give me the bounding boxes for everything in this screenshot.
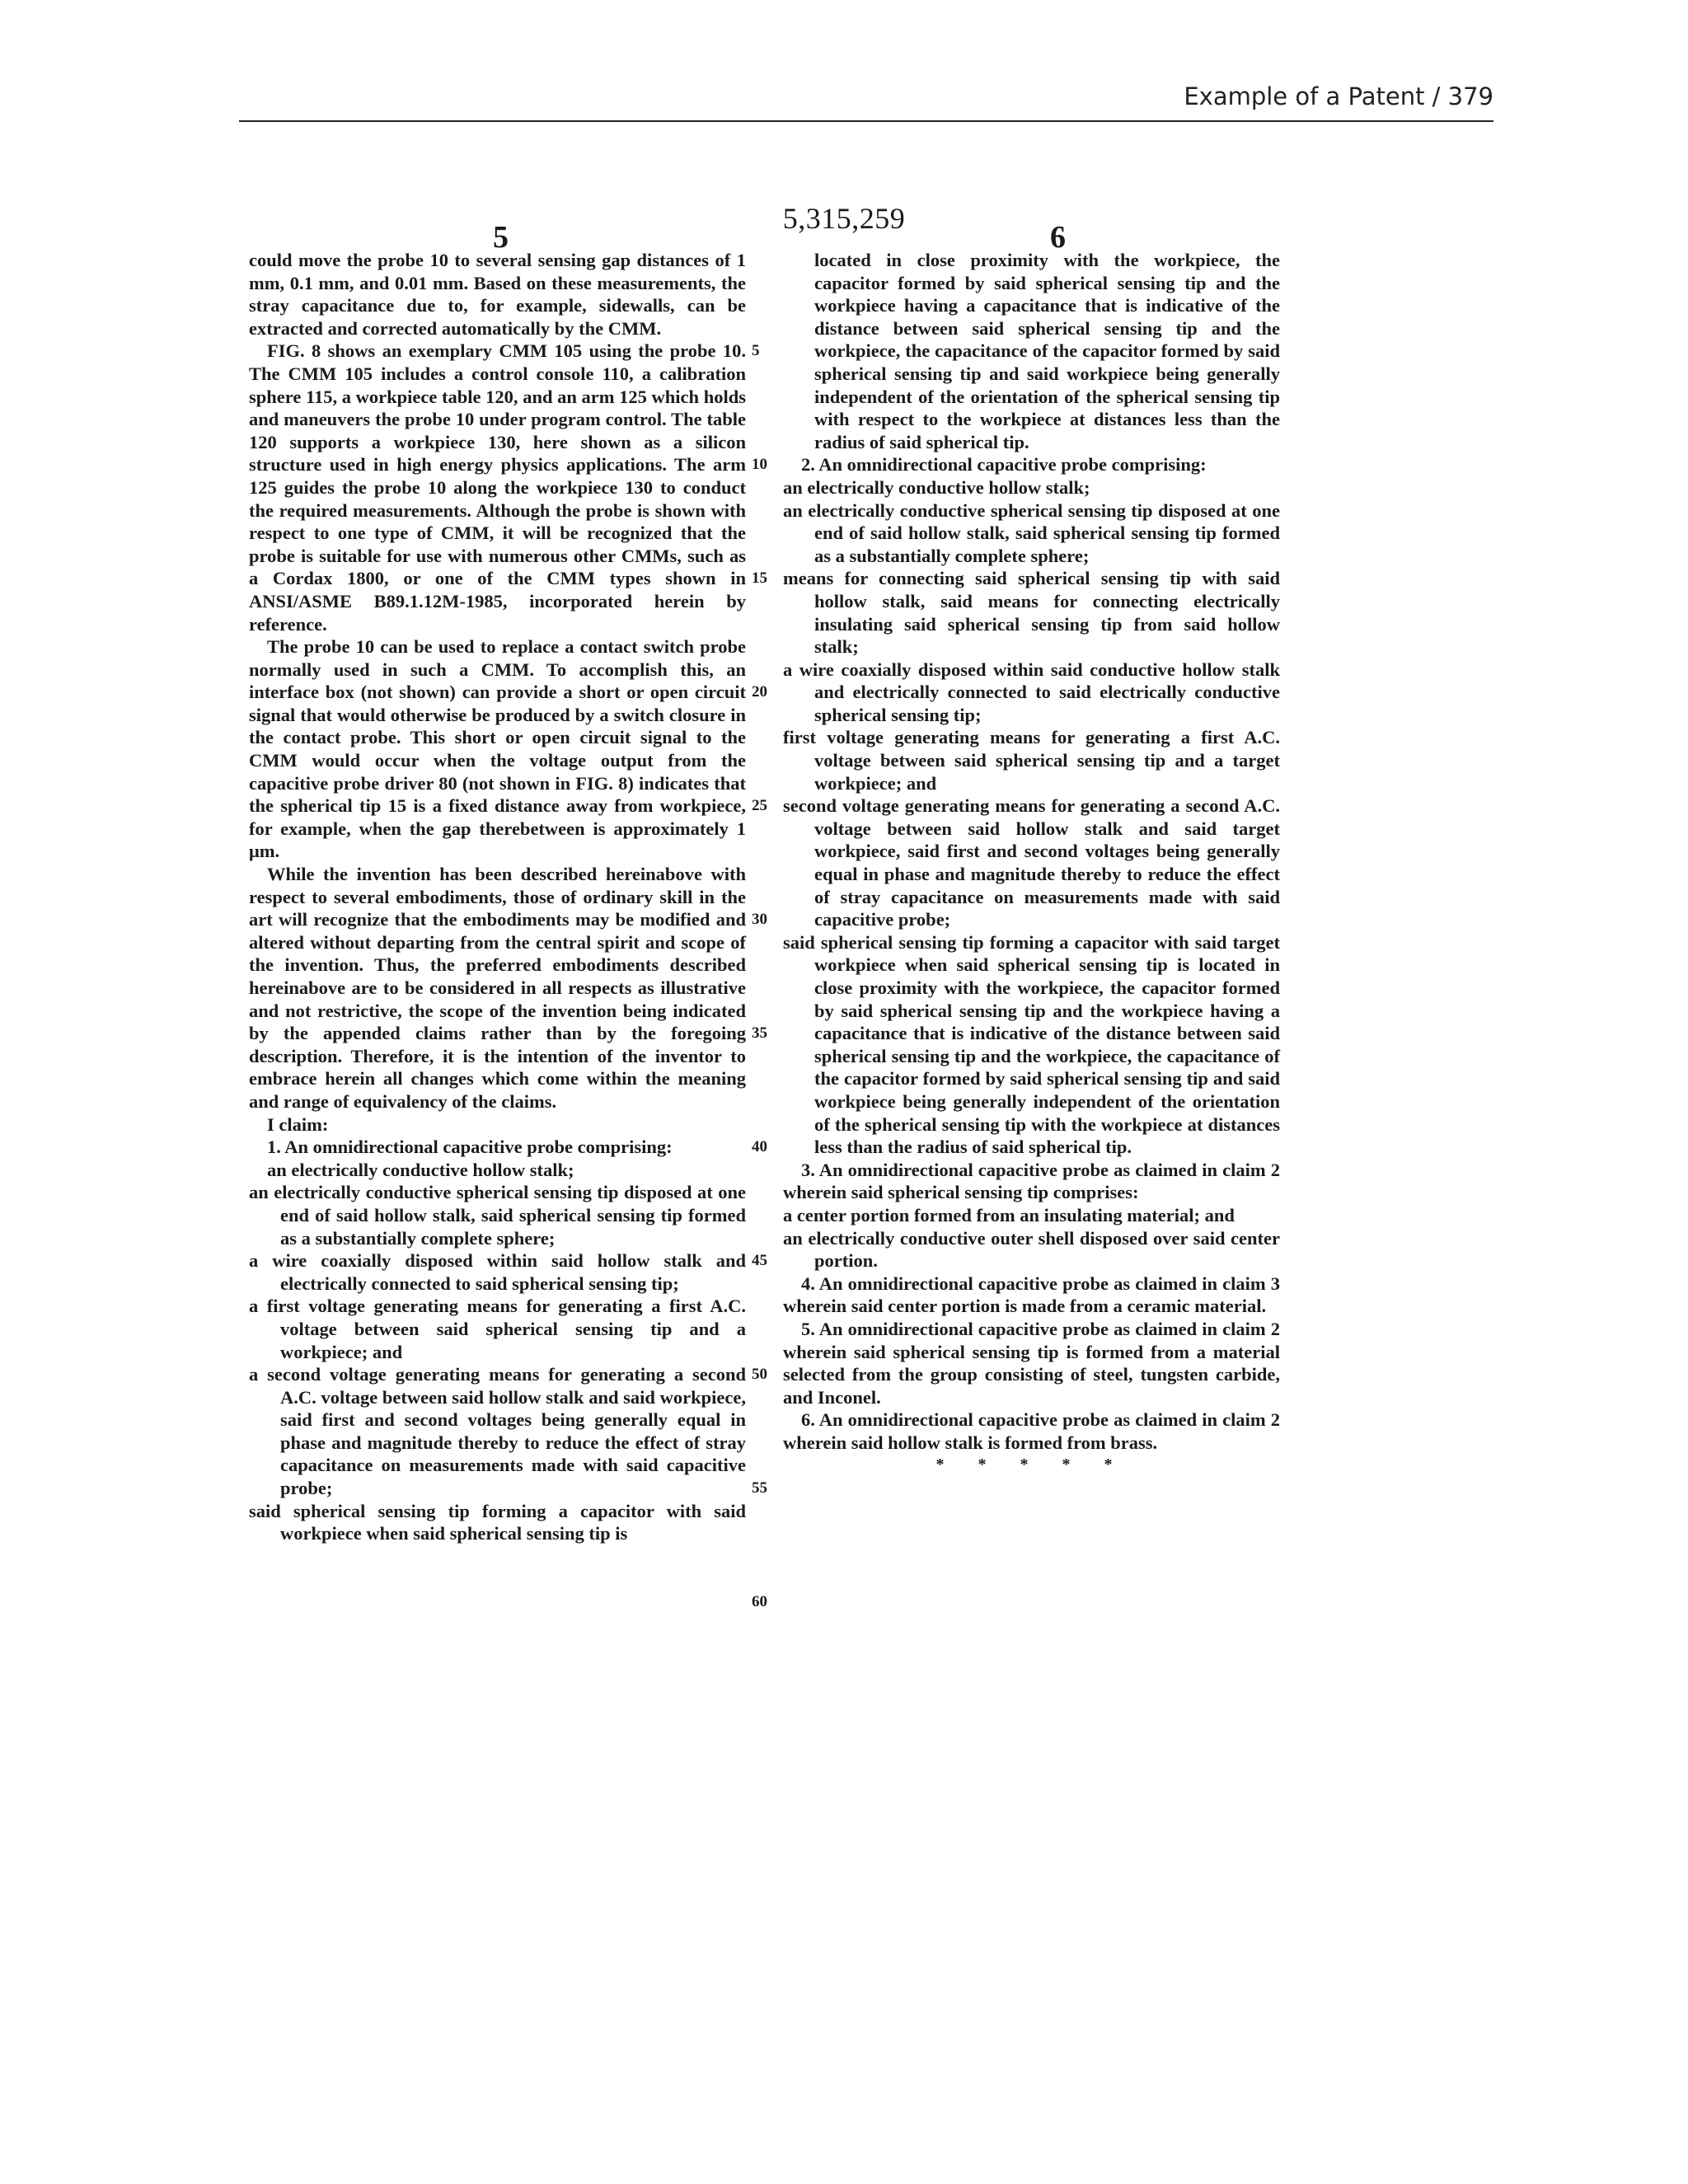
claim-1-continuation: located in close proximity with the workpiece, the capacitor formed by said spherical sensing tip and the workpiece having a capacitance that is indicative of the distance between said spherical sensing tip and the workpiece, the capacitance of the capacitor formed by said spherical sensing tip and said workpiece being generally independent of the orientation of the spherical sensing tip with respect to the workpiece at distances less than the radius of said spherical tip. bbox=[814, 250, 1280, 452]
right-column bbox=[783, 249, 1280, 1477]
line-number: 25 bbox=[752, 797, 767, 814]
claim-1-element: said spherical sensing tip forming a capacitor with said workpiece when said spherical sensing tip is bbox=[249, 1500, 746, 1544]
claim-2-intro: 2. An omnidirectional capacitive probe comprising: bbox=[801, 454, 1207, 476]
claim-2-element: first voltage generating means for generating a first A.C. voltage between said spherical sensing tip and a target workpiece; and bbox=[783, 727, 1280, 794]
claim-2-element: an electrically conductive hollow stalk; bbox=[783, 476, 1090, 498]
claim-1-element: a second voltage generating means for generating a second A.C. voltage between said hollow stalk and said workpiece, said first and second voltages being generally equal in phase and magnitude thereby to reduce the effect of stray capacitance on measurements made with said capacitive probe; bbox=[249, 1364, 746, 1499]
line-number: 50 bbox=[752, 1366, 767, 1383]
claim-1-intro: 1. An omnidirectional capacitive probe comprising: bbox=[267, 1137, 673, 1158]
claim-2-element: means for connecting said spherical sensing tip with said hollow stalk, said means for connecting electrically insulating said spherical sensing tip from said hollow stalk; bbox=[783, 568, 1280, 658]
claim-5: 5. An omnidirectional capacitive probe as claimed in claim 2 wherein said spherical sensing tip is formed from a material selected from the group consisting of steel, tungsten carbide, and Inconel. bbox=[783, 1318, 1280, 1408]
claim-1-element: a first voltage generating means for generating a first A.C. voltage between said spherical sensing tip and a workpiece; and bbox=[249, 1296, 746, 1362]
paragraph: could move the probe 10 to several sensing gap distances of 1 mm, 0.1 mm, and 0.01 mm. Based on these measurements, the stray capacitance due to, for example, sidewalls, can be extracted and corrected automatically by the CMM. bbox=[249, 250, 746, 339]
line-number: 55 bbox=[752, 1479, 767, 1497]
claim-1-element: an electrically conductive hollow stalk; bbox=[267, 1159, 574, 1180]
paragraph: The probe 10 can be used to replace a contact switch probe normally used in such a CMM. To accomplish this, an interface box (not shown) can provide a short or open circuit signal that would otherwise be produced by a switch closure in the contact probe. This short or open circuit signal to the CMM would occur when the voltage output from the capacitive probe driver 80 (not shown in FIG. 8) indicates that the spherical tip 15 is a fixed distance away from workpiece, for example, when the gap therebetween is approximately 1 μm. bbox=[249, 636, 746, 862]
line-number: 60 bbox=[752, 1593, 767, 1610]
claim-2-element: a wire coaxially disposed within said conductive hollow stalk and electrically connected to said electrically conductive spherical sensing tip; bbox=[783, 658, 1280, 725]
claim-1-element: a wire coaxially disposed within said hollow stalk and electrically connected to said spherical sensing tip; bbox=[249, 1250, 746, 1294]
claim-4: 4. An omnidirectional capacitive probe as claimed in claim 3 wherein said center portion is made from a ceramic material. bbox=[783, 1272, 1280, 1317]
claim-2-element: said spherical sensing tip forming a capacitor with said target workpiece when said spherical sensing tip is located in close proximity with the workpiece, the capacitor formed by said spherical sensing tip and the workpiece having a capacitance that is indicative of the distance between said spherical sensing tip and the workpiece, the capacitance of the capacitor formed by said spherical sensing tip and said workpiece being generally independent of the orientation of the spherical sensing tip with the workpiece at distances less than the radius of said spherical tip. bbox=[783, 931, 1280, 1158]
patent-number: 5,315,259 bbox=[782, 202, 906, 235]
line-number: 20 bbox=[752, 683, 767, 701]
claim-2-element: an electrically conductive spherical sensing tip disposed at one end of said hollow stalk, said spherical sensing tip formed as a substantially complete sphere; bbox=[783, 499, 1280, 566]
header-rule bbox=[239, 120, 1493, 122]
line-number: 10 bbox=[752, 456, 767, 473]
claim-1-element: an electrically conductive spherical sensing tip disposed at one end of said hollow stalk, said spherical sensing tip formed as a substantially complete sphere; bbox=[249, 1182, 746, 1249]
line-number: 45 bbox=[752, 1252, 767, 1269]
line-number: 30 bbox=[752, 911, 767, 928]
claim-6: 6. An omnidirectional capacitive probe as claimed in claim 2 wherein said hollow stalk is formed from brass. bbox=[783, 1409, 1280, 1453]
left-column-number: 5 bbox=[493, 220, 509, 255]
running-header: Example of a Patent / 379 bbox=[1184, 82, 1493, 110]
paragraph: While the invention has been described hereinabove with respect to several embodiments, those of ordinary skill in the art will recognize that the embodiments may be modified and altered without departing from the central spirit and scope of the invention. Thus, the preferred embodiments described hereinabove are to be considered in all respects as illustrative and not restrictive, the scope of the invention being indicated by the appended claims rather than by the foregoing description. Therefore, it is the intention of the inventor to embrace herein all changes which come within the meaning and range of equivalency of the claims. bbox=[249, 864, 746, 1112]
line-number: 40 bbox=[752, 1138, 767, 1155]
left-column bbox=[249, 249, 746, 1545]
line-number: 15 bbox=[752, 569, 767, 587]
claim-3-intro: 3. An omnidirectional capacitive probe as claimed in claim 2 wherein said spherical sensing tip comprises: bbox=[783, 1159, 1280, 1203]
line-number: 5 bbox=[752, 342, 760, 359]
line-number: 35 bbox=[752, 1024, 767, 1042]
claim-3-element: a center portion formed from an insulating material; and bbox=[783, 1204, 1235, 1226]
claim-2-element: second voltage generating means for generating a second A.C. voltage between said hollow stalk and said target workpiece, said first and second voltages being generally equal in phase and magnitude thereby to reduce the effect of stray capacitance on measurements made with said capacitive probe; bbox=[783, 795, 1280, 930]
right-column-number: 6 bbox=[1050, 220, 1066, 255]
claim-3-element: an electrically conductive outer shell disposed over said center portion. bbox=[783, 1227, 1280, 1272]
end-of-document-marks: * * * * * bbox=[935, 1455, 1128, 1474]
i-claim-heading: I claim: bbox=[267, 1113, 329, 1135]
paragraph: FIG. 8 shows an exemplary CMM 105 using the probe 10. The CMM 105 includes a control console 110, a calibration sphere 115, a workpiece table 120, and an arm 125 which holds and maneuvers the probe 10 under program control. The table 120 supports a workpiece 130, here shown as a silicon structure used in high energy physics applications. The arm 125 guides the probe 10 along the workpiece 130 to conduct the required measurements. Although the probe is shown with respect to one type of CMM, it will be recognized that the probe is suitable for use with numerous other CMMs, such as a Cordax 1800, or one of the CMM types shown in ANSI/ASME B89.1.12M-1985, incorporated herein by reference. bbox=[249, 340, 746, 635]
